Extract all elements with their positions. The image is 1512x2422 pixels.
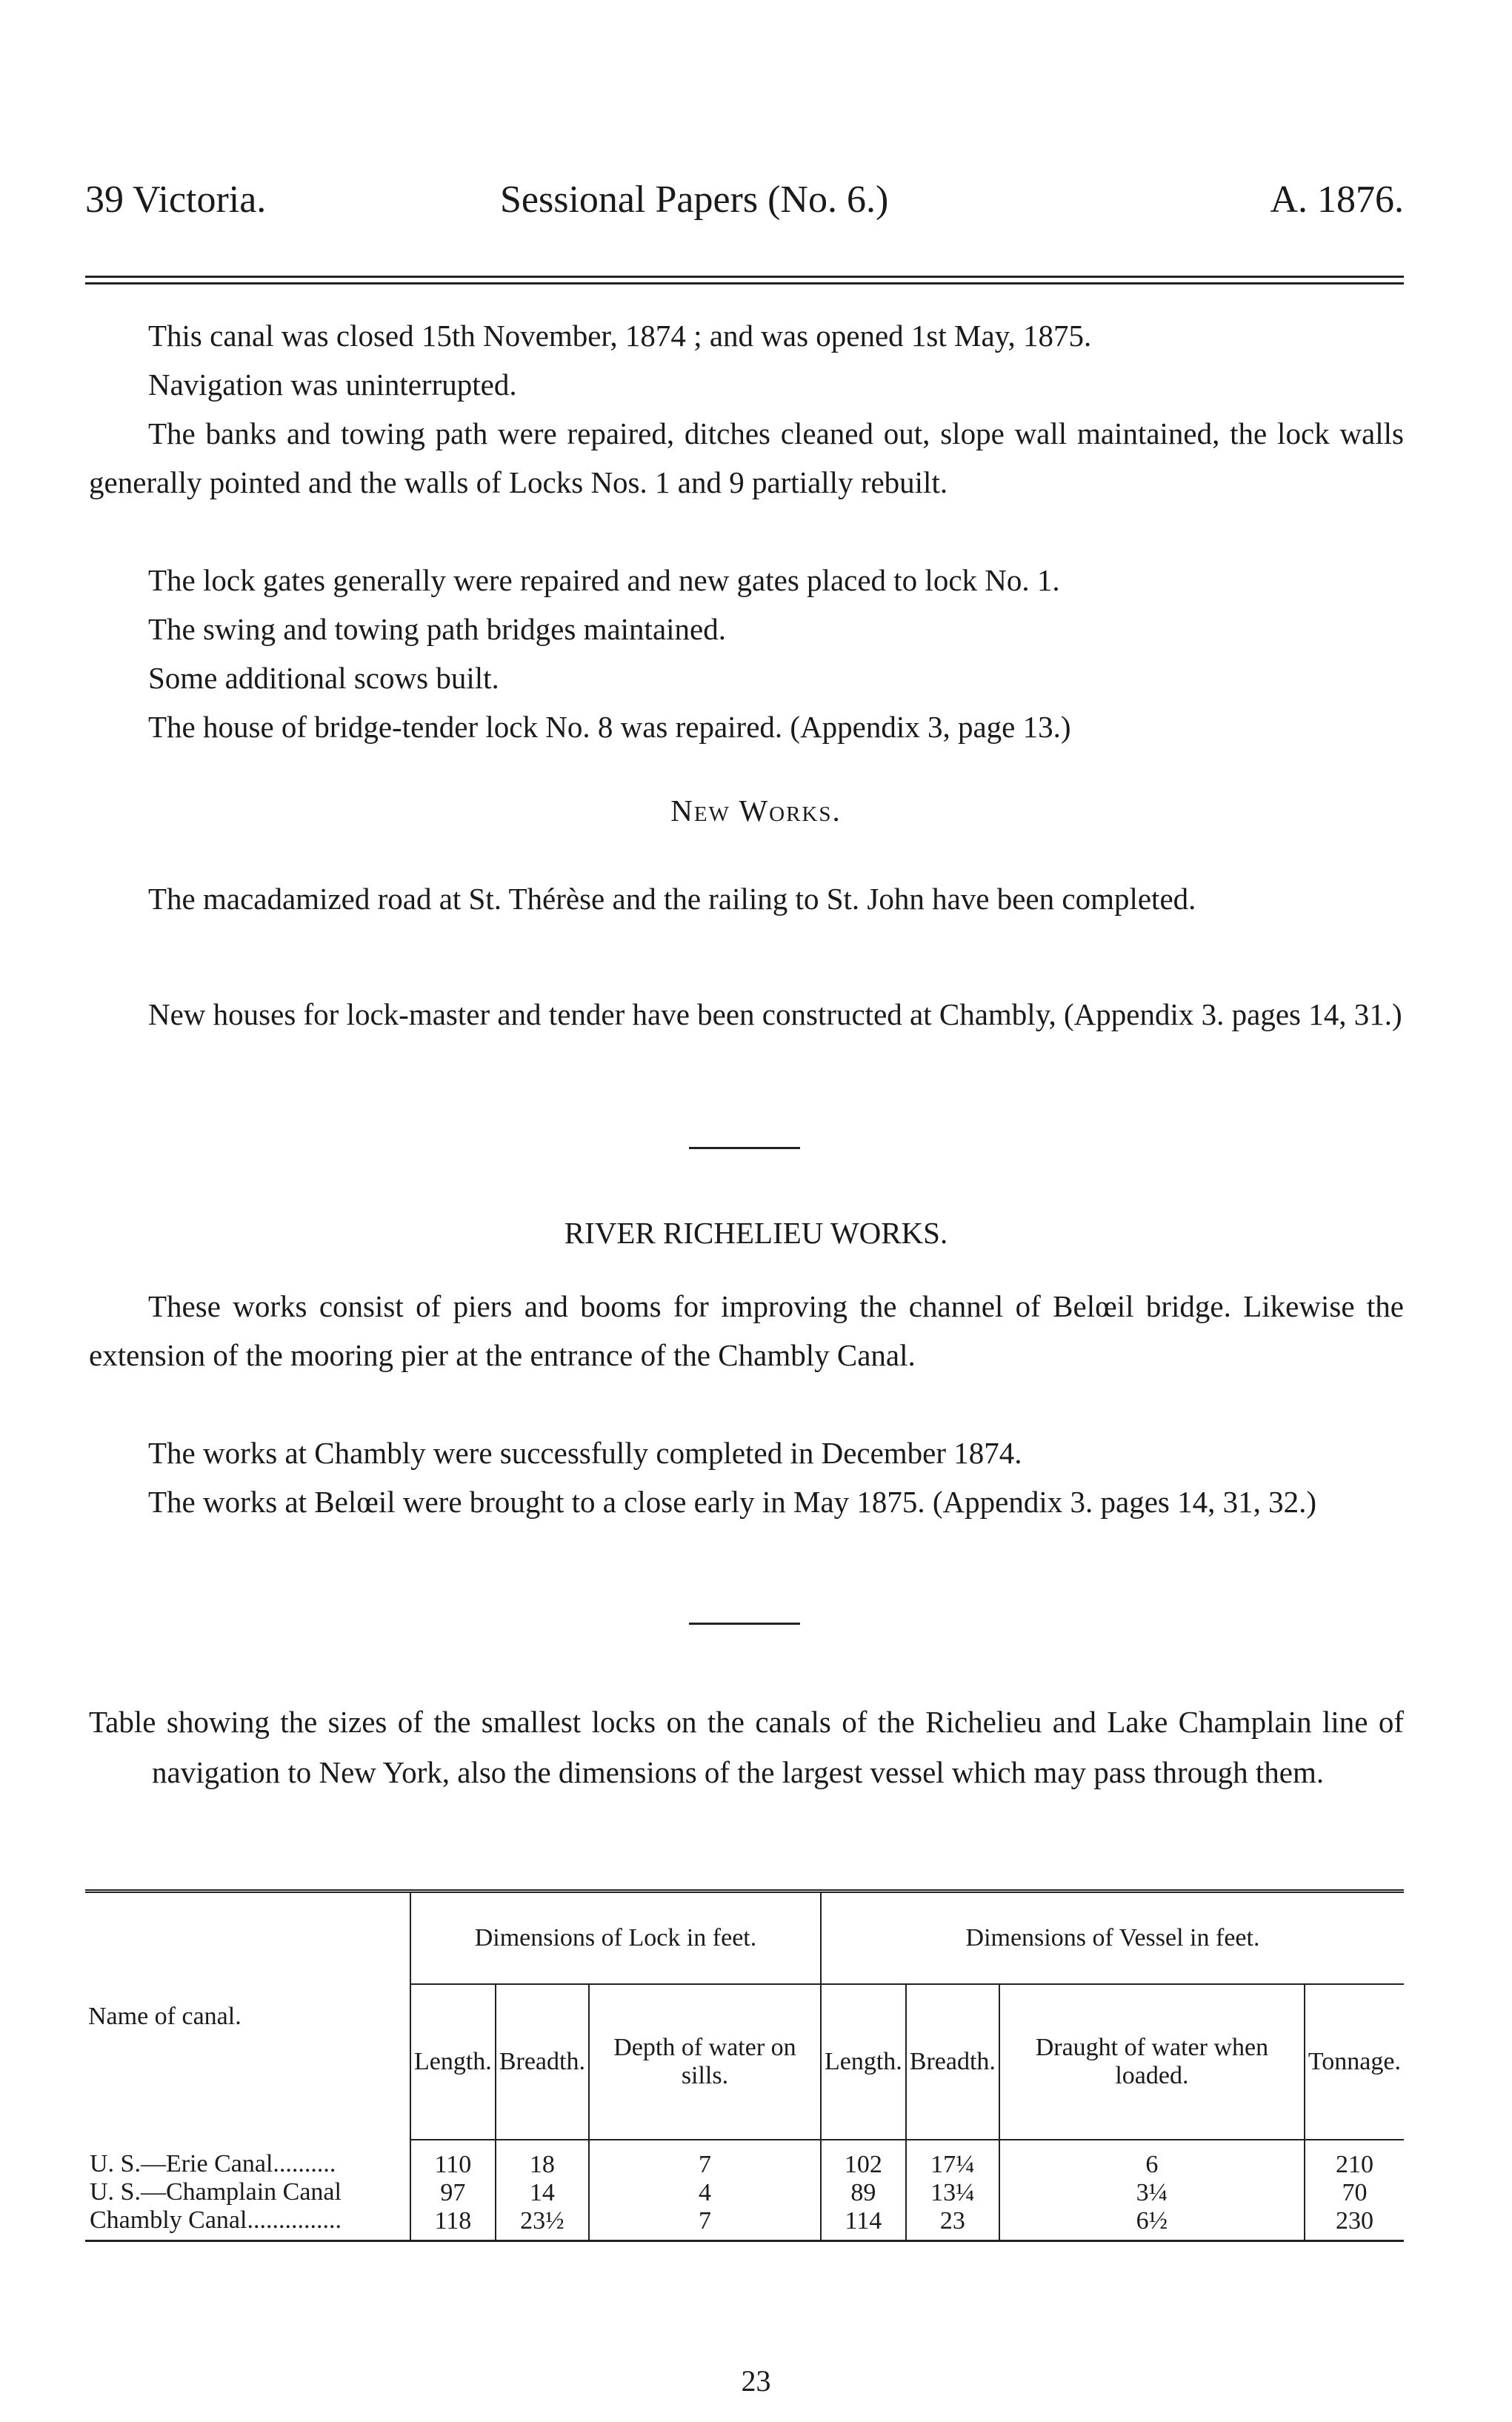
section-divider: [689, 1623, 800, 1625]
vessel-breadth-chambly: 23: [939, 2207, 965, 2235]
header-rule: [85, 276, 1404, 285]
vessel-breadth-header: Breadth.: [906, 1984, 999, 2140]
page-number: 23: [741, 2364, 771, 2398]
vessel-length-champlain: 89: [850, 2179, 876, 2206]
richelieu-heading: RIVER RICHELIEU WORKS.: [564, 1216, 948, 1250]
table-row: [85, 2140, 1404, 2241]
paragraph-chambly-works: The works at Chambly were successfully completed in December 1874.: [148, 1436, 1022, 1470]
vessel-length-cell: [821, 2140, 906, 2241]
vessel-length-erie: 102: [844, 2151, 882, 2178]
vessel-draught-cell: [999, 2140, 1305, 2241]
vessel-breadth-erie: 17¼: [930, 2151, 975, 2178]
lock-breadth-champlain: 14: [529, 2179, 555, 2206]
vessel-length-chambly: 114: [845, 2207, 882, 2235]
header-volume: 39 Victoria.: [85, 179, 267, 221]
paragraph-navigation: Navigation was uninterrupted.: [148, 367, 517, 402]
canal-name-erie: U. S.—Erie Canal..........: [90, 2150, 336, 2178]
lock-depth-chambly: 7: [698, 2207, 711, 2235]
lock-breadth-header: Breadth.: [496, 1984, 589, 2140]
table-caption-text: Table showing the sizes of the smallest locks on the canals of the Richelieu and Lake Champlain line of navigation to New York, also the dimensions of the largest vessel which may pass through them.: [89, 1705, 1404, 1789]
lock-breadth-cell: [496, 2140, 589, 2241]
page-header: [85, 178, 1404, 237]
canal-name-champlain: U. S.—Champlain Canal: [90, 2178, 342, 2206]
paragraph-macadamized-road: The macadamized road at St. Thérèse and the railing to St. John have been completed.: [148, 882, 1196, 916]
lock-length-header: Length.: [410, 1984, 496, 2140]
lock-length-cell: [410, 2140, 496, 2241]
paragraph-repairs: The banks and towing path were repaired, ditches cleaned out, slope wall maintained, the lock walls generally pointed and the walls of Locks Nos. 1 and 9 partially rebuilt.: [89, 416, 1404, 499]
vessel-tonnage-chambly: 230: [1335, 2207, 1373, 2235]
header-year: A. 1876.: [1270, 179, 1404, 221]
vessel-draught-header: Draught of water when loaded.: [999, 1984, 1305, 2140]
vessel-dimensions-header: Dimensions of Vessel in feet.: [821, 1892, 1404, 1985]
vessel-breadth-cell: [906, 2140, 999, 2241]
lock-depth-erie: 7: [698, 2151, 711, 2178]
lock-depth-champlain: 4: [698, 2179, 711, 2206]
paragraph-closure: This canal was closed 15th November, 1874 ; and was opened 1st May, 1875.: [148, 319, 1092, 353]
new-works-heading: New Works.: [670, 794, 842, 828]
vessel-tonnage-header: Tonnage.: [1305, 1984, 1404, 2140]
locks-table: [85, 1889, 1404, 2242]
vessel-tonnage-champlain: 70: [1342, 2179, 1368, 2206]
lock-breadth-erie: 18: [529, 2151, 555, 2178]
paragraph-piers-booms: These works consist of piers and booms for improving the channel of Belœil bridge. Likewise the extension of the mooring pier at the entrance of the Chambly Canal.: [89, 1289, 1404, 1372]
vessel-tonnage-erie: 210: [1335, 2151, 1373, 2178]
paragraph-scows: Some additional scows built.: [148, 661, 499, 695]
name-of-canal-header: Name of canal.: [85, 1892, 410, 2140]
paragraph-lock-gates: The lock gates generally were repaired and new gates placed to lock No. 1.: [148, 563, 1060, 597]
section-divider: [689, 1147, 800, 1149]
lock-length-erie: 110: [434, 2151, 472, 2178]
lock-depth-header: Depth of water on sills.: [589, 1984, 821, 2140]
lock-depth-cell: [589, 2140, 821, 2241]
paragraph-new-houses: New houses for lock-master and tender have been constructed at Chambly, (Appendix 3. pages 14, 31.): [148, 997, 1402, 1031]
vessel-draught-erie: 6: [1145, 2151, 1159, 2178]
lock-length-chambly: 118: [434, 2207, 472, 2235]
lock-length-champlain: 97: [440, 2179, 466, 2206]
vessel-draught-champlain: 3¼: [1136, 2179, 1168, 2206]
vessel-tonnage-cell: [1305, 2140, 1404, 2241]
lock-dimensions-header: Dimensions of Lock in feet.: [410, 1892, 821, 1985]
table-caption: [89, 1697, 1404, 1797]
header-title: Sessional Papers (No. 6.): [500, 179, 889, 221]
paragraph-bridges: The swing and towing path bridges maintained.: [148, 612, 726, 646]
vessel-length-header: Length.: [821, 1984, 906, 2140]
lock-breadth-chambly: 23½: [520, 2207, 564, 2235]
canal-name-chambly: Chambly Canal...............: [90, 2206, 342, 2234]
vessel-breadth-champlain: 13¼: [930, 2179, 975, 2206]
canal-name: [85, 2140, 410, 2241]
paragraph-beloeil-works: The works at Belœil were brought to a close early in May 1875. (Appendix 3. pages 14, 31, 32.): [148, 1485, 1316, 1519]
vessel-draught-chambly: 6½: [1136, 2207, 1168, 2235]
paragraph-bridge-tender: The house of bridge-tender lock No. 8 was repaired. (Appendix 3, page 13.): [148, 710, 1071, 744]
